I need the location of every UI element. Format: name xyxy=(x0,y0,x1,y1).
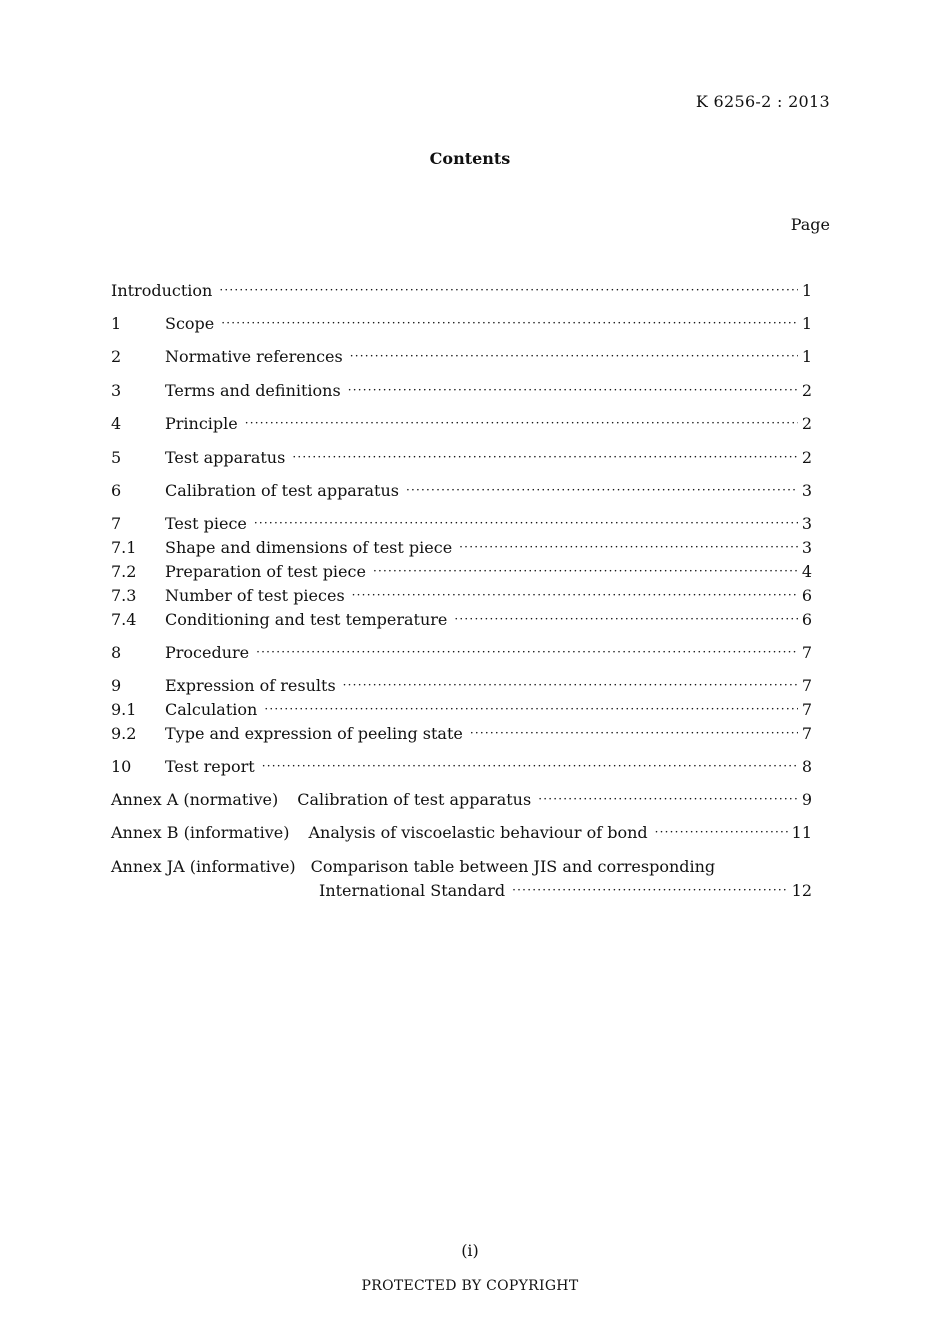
toc-entry-number: 7.3 xyxy=(111,586,137,605)
toc-entry-1[interactable] xyxy=(111,313,812,335)
toc-entry-5[interactable] xyxy=(111,447,812,469)
toc-entry-text: Terms and definitions xyxy=(165,381,341,400)
toc-entry-page: 3 xyxy=(801,481,812,500)
toc-entry-number: 7 xyxy=(111,514,122,533)
toc-entry-6[interactable] xyxy=(111,480,812,502)
toc-entry-number: 5 xyxy=(111,448,122,467)
toc-entry-number: 10 xyxy=(111,757,132,776)
page-column-label: Page xyxy=(790,215,830,234)
toc-entry-number: 9 xyxy=(111,676,122,695)
toc-entry-number: 7.1 xyxy=(111,538,137,557)
toc-entry-annex-ja-line2[interactable] xyxy=(319,880,812,902)
page-number: (i) xyxy=(461,1241,479,1260)
toc-entry-page: 7 xyxy=(801,724,812,743)
toc-leader xyxy=(292,446,797,468)
toc-leader xyxy=(470,722,798,744)
toc-entry-number: 9.1 xyxy=(111,700,137,719)
toc-entry-page: 2 xyxy=(801,414,812,433)
page-title: Contents xyxy=(429,149,511,168)
toc-entry-number: 2 xyxy=(111,347,122,366)
toc-entry-text: Calibration of test apparatus xyxy=(165,481,399,500)
toc-entry-7-1[interactable] xyxy=(111,537,812,559)
toc-entry-page: 12 xyxy=(791,881,812,900)
toc-entry-text: Preparation of test piece xyxy=(165,562,366,581)
toc-leader xyxy=(343,674,798,696)
toc-entry-text: Calibration of test apparatus xyxy=(297,790,532,809)
toc-entry-page: 8 xyxy=(801,757,812,776)
toc-leader xyxy=(538,788,798,810)
toc-entry-7-4[interactable] xyxy=(111,609,812,631)
toc-entry-text: Comparison table between JIS and corresponding xyxy=(310,857,716,876)
toc-entry-text: Normative references xyxy=(165,347,343,366)
toc-entry-text: Calculation xyxy=(165,700,258,719)
toc-entry-text: Type and expression of peeling state xyxy=(165,724,463,743)
toc-entry-page: 1 xyxy=(801,347,812,366)
toc-entry-text: Test apparatus xyxy=(165,448,286,467)
toc-entry-page: 7 xyxy=(801,643,812,662)
annex-label: Annex JA (informative) xyxy=(111,857,296,876)
toc-leader xyxy=(245,412,798,434)
toc-leader xyxy=(254,512,798,534)
toc-entry-text: Conditioning and test temperature xyxy=(165,610,448,629)
toc-entry-number: 1 xyxy=(111,314,122,333)
toc-entry-7[interactable] xyxy=(111,513,812,535)
toc-entry-number: 7.2 xyxy=(111,562,137,581)
toc-entry-text: Introduction xyxy=(111,281,213,300)
toc-entry-7-3[interactable] xyxy=(111,585,812,607)
toc-entry-text: Principle xyxy=(165,414,238,433)
toc-leader xyxy=(262,755,798,777)
toc-leader xyxy=(655,821,788,843)
toc-leader xyxy=(406,479,798,501)
annex-label: Annex A (normative) xyxy=(111,790,279,809)
document-number: K 6256-2 : 2013 xyxy=(695,92,830,111)
toc-entry-7-2[interactable] xyxy=(111,561,812,583)
toc-leader xyxy=(348,379,798,401)
toc-entry-page: 1 xyxy=(801,281,812,300)
toc-entry-number: 7.4 xyxy=(111,610,137,629)
toc-entry-text: Test report xyxy=(165,757,255,776)
toc-entry-page: 2 xyxy=(801,448,812,467)
toc-entry-annex-a[interactable] xyxy=(111,789,812,811)
toc-entry-page: 9 xyxy=(801,790,812,809)
toc-entry-page: 7 xyxy=(801,700,812,719)
toc-leader xyxy=(352,584,798,606)
toc-entry-text: Procedure xyxy=(165,643,250,662)
toc-leader xyxy=(264,698,798,720)
toc-entry-number: 3 xyxy=(111,381,122,400)
toc-entry-text: Number of test pieces xyxy=(165,586,345,605)
toc-entry-3[interactable] xyxy=(111,380,812,402)
toc-entry-text: Analysis of viscoelastic behaviour of bond xyxy=(308,823,648,842)
toc-entry-page: 6 xyxy=(801,610,812,629)
toc-entry-2[interactable] xyxy=(111,346,812,368)
toc-entry-page: 4 xyxy=(801,562,812,581)
toc-entry-4[interactable] xyxy=(111,413,812,435)
toc-entry-number: 6 xyxy=(111,481,122,500)
toc-entry-page: 6 xyxy=(801,586,812,605)
toc-entry-annex-ja-line1[interactable] xyxy=(111,856,812,878)
toc-entry-text: International Standard xyxy=(319,881,506,900)
toc-entry-text: Test piece xyxy=(165,514,247,533)
toc-entry-page: 2 xyxy=(801,381,812,400)
toc-entry-number: 4 xyxy=(111,414,122,433)
toc-entry-page: 3 xyxy=(801,538,812,557)
toc-entry-annex-b[interactable] xyxy=(111,822,812,844)
toc-leader xyxy=(373,560,798,582)
toc-entry-page: 7 xyxy=(801,676,812,695)
toc-entry-8[interactable] xyxy=(111,642,812,664)
toc-entry-page: 1 xyxy=(801,314,812,333)
copyright-notice: PROTECTED BY COPYRIGHT xyxy=(361,1278,579,1294)
toc-entry-10[interactable] xyxy=(111,756,812,778)
toc-entry-text: Scope xyxy=(165,314,215,333)
toc-entry-9-1[interactable] xyxy=(111,699,812,721)
toc-entry-introduction[interactable] xyxy=(111,280,812,302)
toc-leader xyxy=(459,536,798,558)
toc-leader xyxy=(350,345,798,367)
annex-label: Annex B (informative) xyxy=(111,823,290,842)
toc-entry-number: 9.2 xyxy=(111,724,137,743)
toc-entry-page: 3 xyxy=(801,514,812,533)
toc-entry-text: Expression of results xyxy=(165,676,336,695)
toc-entry-text: Shape and dimensions of test piece xyxy=(165,538,453,557)
toc-entry-9[interactable] xyxy=(111,675,812,697)
toc-leader xyxy=(454,608,797,630)
toc-entry-number: 8 xyxy=(111,643,122,662)
toc-leader xyxy=(512,879,787,901)
toc-entry-page: 11 xyxy=(791,823,812,842)
toc-leader xyxy=(256,641,798,663)
toc-leader xyxy=(221,312,798,334)
toc-leader xyxy=(219,279,797,301)
toc-entry-9-2[interactable] xyxy=(111,723,812,745)
